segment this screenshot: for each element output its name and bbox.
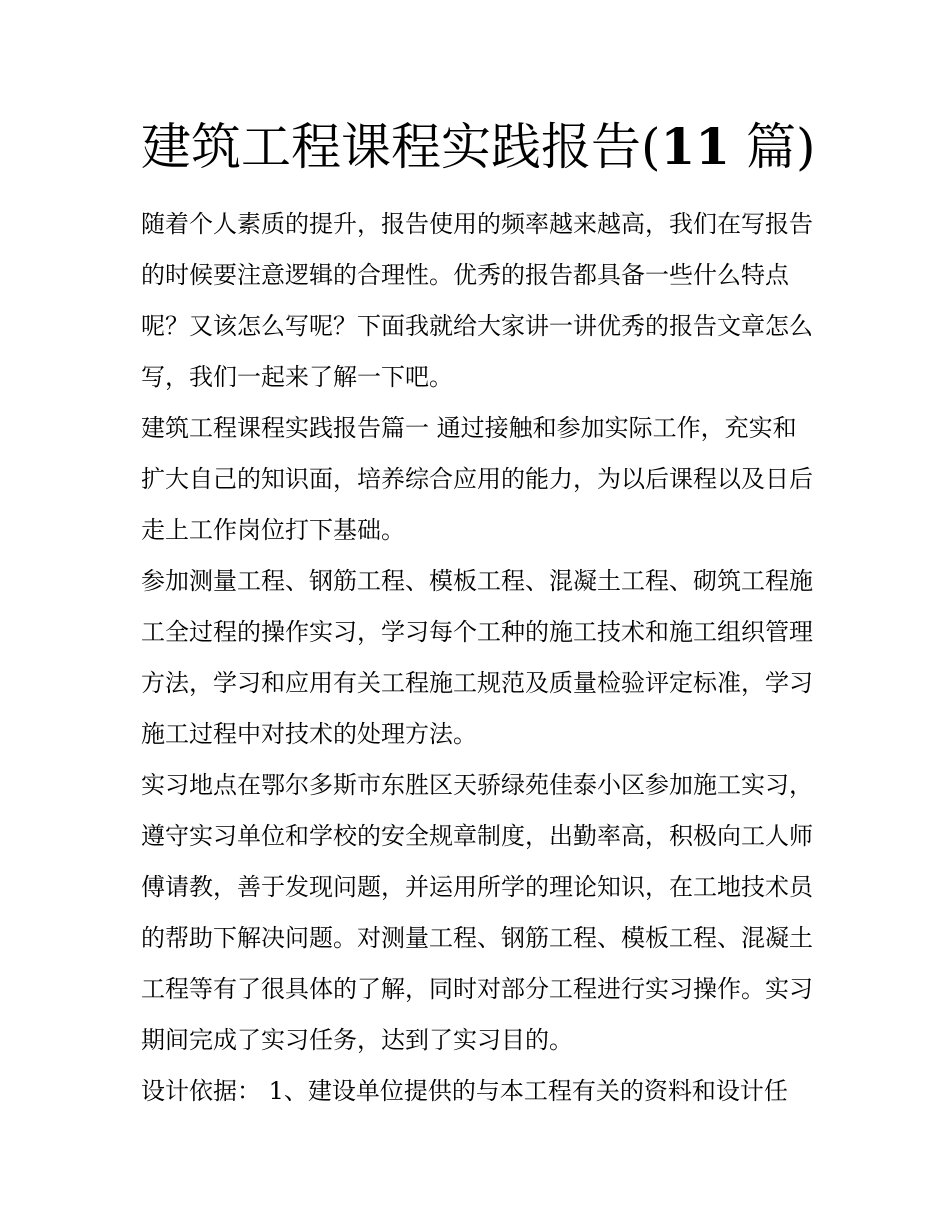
section-one-paragraph: 建筑工程课程实践报告篇一 通过接触和参加实际工作，充实和扩大自己的知识面，培养综合应用的能力，为以后课程以及日后走上工作岗位打下基础。 — [141, 414, 813, 544]
title-suffix: 篇) — [730, 118, 816, 176]
design-basis-paragraph: 设计依据： 1、建设单位提供的与本工程有关的资料和设计任 — [141, 1077, 788, 1105]
title-prefix: 建筑工程课程实践报告( — [141, 118, 661, 176]
title-count: 11 — [660, 117, 731, 176]
practice-location-paragraph: 实习地点在鄂尔多斯市东胜区天骄绿苑佳泰小区参加施工实习，遵守实习单位和学校的安全规章制度，出勤率高，积极向工人师傅请教，善于发现问题，并运用所学的理论知识，在工地技术员的帮助下解决问题。对测量工程、钢筋工程、模板工程、混凝土工程等有了很具体的了解，同时对部分工程进行实习操作。实习期间完成了实习任务，达到了实习目的。 — [141, 771, 813, 1054]
document-title — [141, 115, 816, 179]
document-body — [141, 199, 813, 1117]
intro-paragraph: 随着个人素质的提升，报告使用的频率越来越高，我们在写报告的时候要注意逻辑的合理性。优秀的报告都具备一些什么特点呢？又该怎么写呢？下面我就给大家讲一讲优秀的报告文章怎么写，我们一起来了解一下吧。 — [141, 210, 813, 391]
practice-content-paragraph: 参加测量工程、钢筋工程、模板工程、混凝土工程、砌筑工程施工全过程的操作实习，学习每个工种的施工技术和施工组织管理方法，学习和应用有关工程施工规范及质量检验评定标准，学习施工过程中对技术的处理方法。 — [141, 567, 813, 748]
